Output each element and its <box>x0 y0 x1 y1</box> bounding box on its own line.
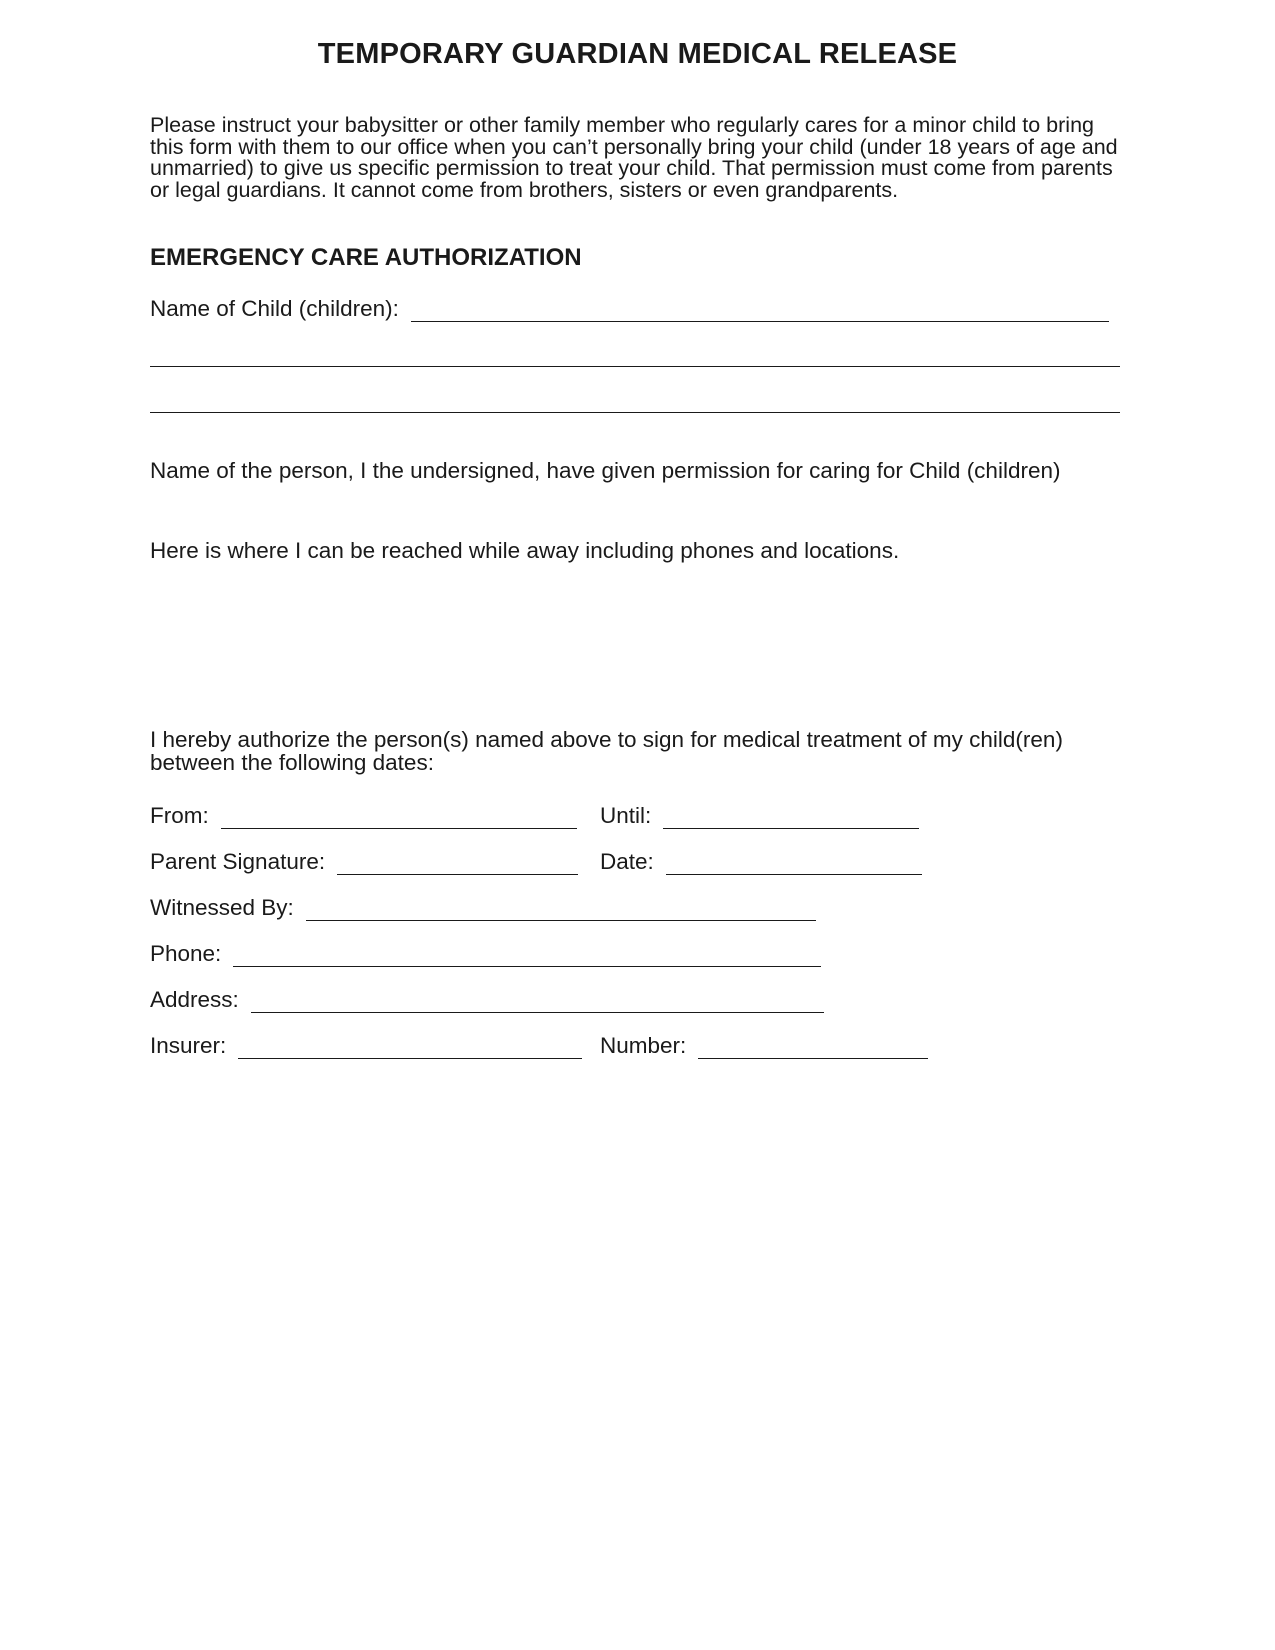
insurer-label: Insurer: <box>150 1033 227 1058</box>
address-row <box>150 987 824 1013</box>
phone-field[interactable] <box>233 944 821 967</box>
parent-signature-label: Parent Signature: <box>150 849 326 874</box>
authorize-line: between the following dates: <box>150 750 434 775</box>
date-label: Date: <box>600 849 654 874</box>
until-label: Until: <box>600 803 652 828</box>
authorize-statement <box>150 728 1063 774</box>
address-label: Address: <box>150 987 239 1012</box>
from-label: From: <box>150 803 209 828</box>
intro-line: unmarried) to give us specific permission to treat your child. That permission must come from parents <box>150 156 1113 180</box>
authorize-line: I hereby authorize the person(s) named above to sign for medical treatment of my child(ren) <box>150 727 1063 752</box>
intro-line: this form with them to our office when you can’t personally bring your child (under 18 years of age and <box>150 134 1118 159</box>
from-row <box>150 803 577 829</box>
date-row <box>600 849 922 875</box>
intro-line: Please instruct your babysitter or other family member who regularly cares for a minor child to bring <box>150 113 1094 137</box>
parent-signature-field[interactable] <box>337 852 578 875</box>
until-row <box>600 803 919 829</box>
from-date-field[interactable] <box>221 806 577 829</box>
intro-line: or legal guardians. It cannot come from brothers, sisters or even grandparents. <box>150 177 899 202</box>
insurer-field[interactable] <box>238 1036 582 1059</box>
child-name-field-line-2[interactable] <box>150 366 1120 367</box>
number-label: Number: <box>600 1033 687 1058</box>
address-field[interactable] <box>251 990 824 1013</box>
witnessed-by-field[interactable] <box>306 898 816 921</box>
child-name-label: Name of Child (children): <box>150 296 399 321</box>
child-name-row <box>150 296 1109 322</box>
number-row <box>600 1033 928 1059</box>
permission-statement: Name of the person, I the undersigned, have given permission for caring for Child (children) <box>150 458 1061 483</box>
phone-row <box>150 941 821 967</box>
witnessed-by-label: Witnessed By: <box>150 895 294 920</box>
until-date-field[interactable] <box>663 806 919 829</box>
parent-signature-row <box>150 849 578 875</box>
insurer-row <box>150 1033 582 1059</box>
date-field[interactable] <box>666 852 922 875</box>
number-field[interactable] <box>698 1036 928 1059</box>
page-title: TEMPORARY GUARDIAN MEDICAL RELEASE <box>317 38 958 70</box>
witnessed-by-row <box>150 895 816 921</box>
phone-label: Phone: <box>150 941 222 966</box>
child-name-field[interactable] <box>411 299 1109 322</box>
intro-paragraph <box>150 115 1130 201</box>
child-name-field-line-3[interactable] <box>150 412 1120 413</box>
section-heading: EMERGENCY CARE AUTHORIZATION <box>150 244 582 271</box>
reach-statement: Here is where I can be reached while away including phones and locations. <box>150 538 900 563</box>
